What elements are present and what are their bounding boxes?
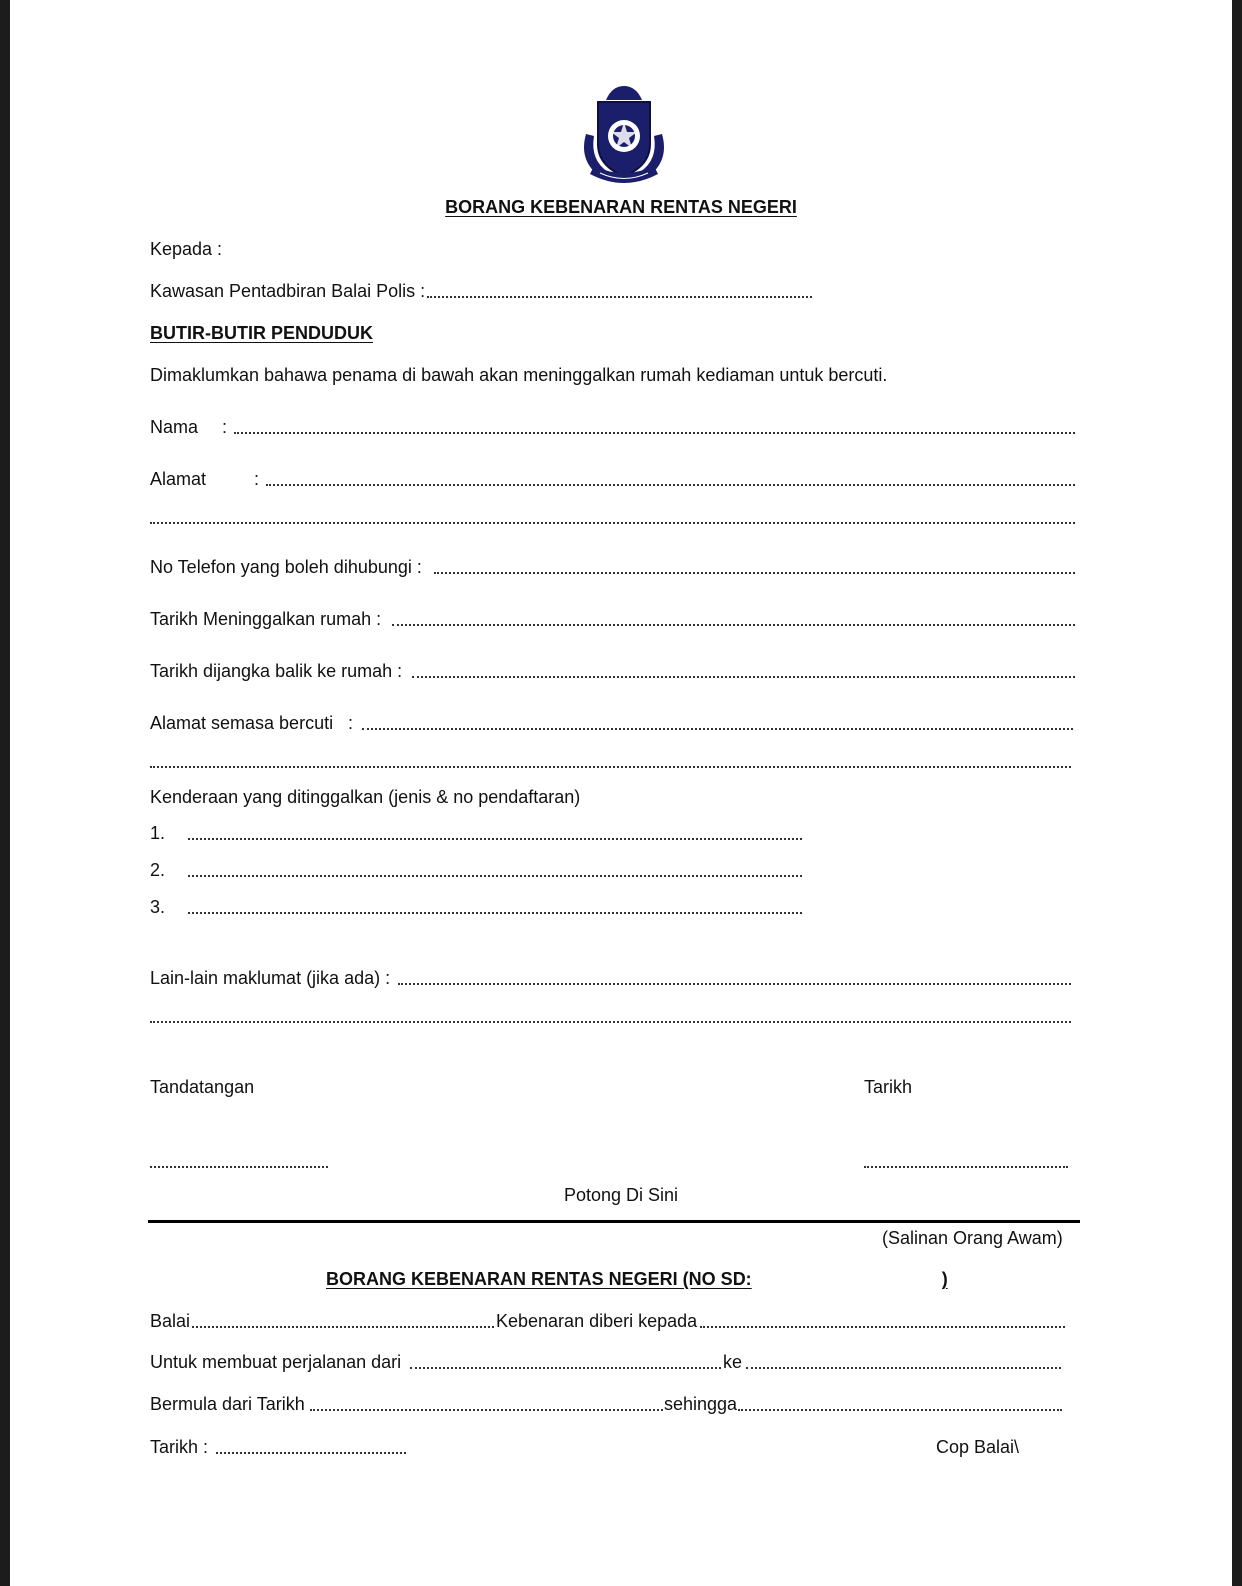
ke-label: ke [723,1352,743,1372]
signature-field[interactable] [150,1166,328,1168]
balai-field[interactable] [192,1326,494,1328]
alamat-cuti-field-line2[interactable] [150,766,1071,768]
alamat-field[interactable] [266,484,1075,486]
intro-text: Dimaklumkan bahawa penama di bawah akan meninggalkan rumah kediaman untuk bercuti. [150,365,888,385]
alamat-field-line2[interactable] [150,522,1075,524]
date-label: Tarikh [864,1077,913,1097]
copy-title-text: BORANG KEBENARAN RENTAS NEGERI (NO SD: [326,1269,752,1289]
kenderaan-item-2-number: 2. [150,860,166,880]
tarikh-balik-field[interactable] [412,676,1075,678]
nama-label: Nama [150,417,199,437]
balai-label: Balai [150,1311,191,1331]
tarikh-label: Tarikh : [150,1437,209,1457]
lain-lain-label: Lain-lain maklumat (jika ada) : [150,968,391,988]
copy-title [326,1268,948,1290]
kebenaran-label: Kebenaran diberi kepada [496,1311,698,1331]
alamat-cuti-colon: : [348,713,354,733]
nama-field[interactable] [234,432,1075,434]
tarikh-tinggal-field[interactable] [392,624,1075,626]
bermula-field[interactable] [310,1409,663,1411]
alamat-cuti-label: Alamat semasa bercuti [150,713,334,733]
tarikh-tinggal-label: Tarikh Meninggalkan rumah : [150,609,382,629]
kenderaan-item-3-field[interactable] [188,912,802,914]
cut-line [148,1220,1080,1223]
kenderaan-item-3-number: 3. [150,897,166,917]
alamat-cuti-field[interactable] [362,728,1073,730]
perjalanan-dari-field[interactable] [410,1367,721,1369]
section-heading: BUTIR-BUTIR PENDUDUK [150,323,373,343]
perjalanan-label: Untuk membuat perjalanan dari [150,1352,402,1372]
kenderaan-label: Kenderaan yang ditinggalkan (jenis & no pendaftaran) [150,787,581,807]
lain-lain-field-line2[interactable] [150,1021,1071,1023]
kebenaran-field[interactable] [700,1326,1065,1328]
telefon-label: No Telefon yang boleh dihubungi : [150,557,422,577]
alamat-label: Alamat [150,469,207,489]
copy-note: (Salinan Orang Awam) [882,1228,1063,1248]
copy-title-close: ) [941,1269,948,1289]
sehingga-label: sehingga [664,1394,738,1414]
lain-lain-field[interactable] [398,983,1071,985]
cop-balai-label: Cop Balai\ [936,1437,1020,1457]
tarikh-field[interactable] [216,1452,406,1454]
kepada-label: Kepada : [150,239,223,259]
sehingga-field[interactable] [738,1409,1062,1411]
telefon-field[interactable] [434,572,1075,574]
nama-colon: : [222,417,228,437]
kenderaan-item-1-field[interactable] [188,838,802,840]
kawasan-field[interactable] [427,296,812,298]
kawasan-label: Kawasan Pentadbiran Balai Polis : [150,281,426,301]
kenderaan-item-1-number: 1. [150,823,166,843]
tarikh-balik-label: Tarikh dijangka balik ke rumah : [150,661,403,681]
signature-label: Tandatangan [150,1077,255,1097]
kenderaan-item-2-field[interactable] [188,875,802,877]
form-title: BORANG KEBENARAN RENTAS NEGERI [445,197,797,217]
bermula-label: Bermula dari Tarikh [150,1394,305,1414]
perjalanan-ke-field[interactable] [746,1367,1061,1369]
alamat-colon: : [254,469,260,489]
document-page [10,0,1232,1586]
police-crest-icon [572,82,676,190]
cut-label: Potong Di Sini [563,1185,679,1205]
date-field[interactable] [864,1166,1068,1168]
